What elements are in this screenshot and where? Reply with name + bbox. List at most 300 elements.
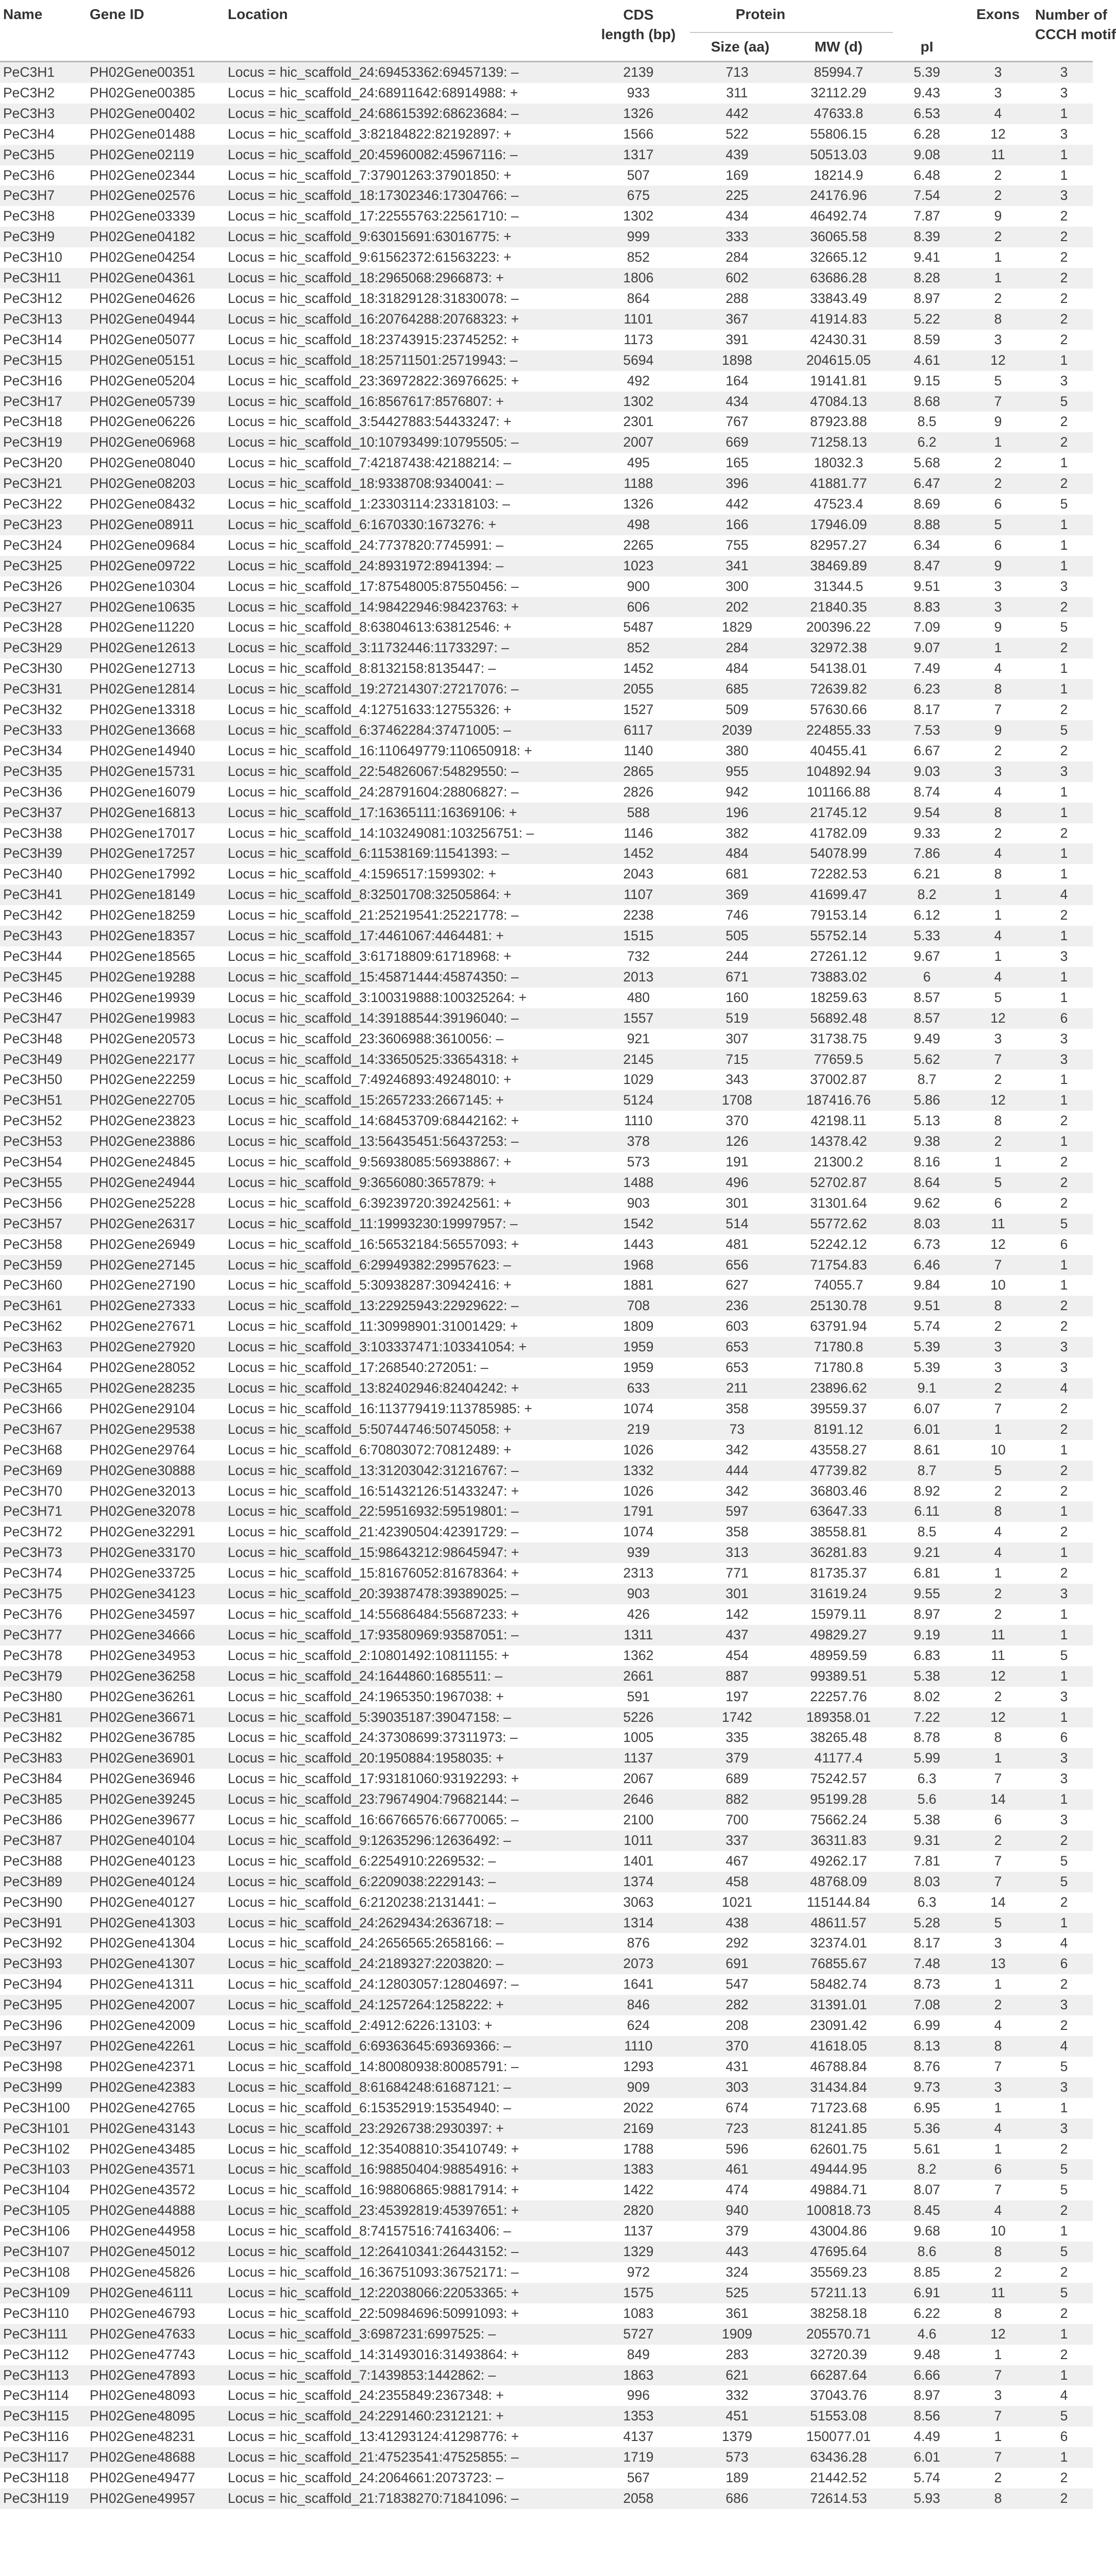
cell-size: 164 — [690, 371, 784, 392]
cell-size: 700 — [690, 1810, 784, 1831]
table-row — [0, 165, 1093, 186]
cell-gene-id: PH02Gene08040 — [90, 453, 228, 473]
cell-cds-length: 219 — [587, 1419, 690, 1440]
cell-pi: 5.33 — [893, 926, 961, 946]
cell-ccch-motif-count: 1 — [1035, 1501, 1093, 1522]
cell-pi: 9.48 — [893, 2345, 961, 2365]
cell-exons: 1 — [961, 1974, 1035, 1995]
cell-exons: 9 — [961, 206, 1035, 227]
cell-cds-length: 2013 — [587, 967, 690, 988]
cell-exons: 8 — [961, 864, 1035, 885]
cell-mw: 205570.71 — [784, 2324, 893, 2345]
cell-cds-length: 1074 — [587, 1522, 690, 1543]
cell-mw: 55806.15 — [784, 124, 893, 145]
table-row — [0, 2468, 1093, 2488]
cell-location: Locus = hic_scaffold_3:54427883:54433247: + — [228, 412, 587, 432]
cell-location: Locus = hic_scaffold_24:68615392:68623684: – — [228, 104, 587, 124]
cell-mw: 23896.62 — [784, 1378, 893, 1399]
cell-location: Locus = hic_scaffold_16:36751093:36752171: – — [228, 2262, 587, 2283]
cell-gene-id: PH02Gene29764 — [90, 1440, 228, 1461]
cell-exons: 3 — [961, 1933, 1035, 1954]
cell-gene-id: PH02Gene48095 — [90, 2406, 228, 2427]
cell-size: 1909 — [690, 2324, 784, 2345]
cell-gene-id: PH02Gene02576 — [90, 185, 228, 206]
cell-exons: 2 — [961, 1070, 1035, 1090]
cell-mw: 49884.71 — [784, 2180, 893, 2200]
cell-location: Locus = hic_scaffold_14:31493016:31493864: + — [228, 2345, 587, 2365]
cell-location: Locus = hic_scaffold_16:66766576:66770065: – — [228, 1810, 587, 1831]
cell-gene-id: PH02Gene40127 — [90, 1892, 228, 1913]
table-row — [0, 1378, 1093, 1399]
cell-cds-length: 2313 — [587, 1563, 690, 1584]
cell-location: Locus = hic_scaffold_10:10793499:10795505: – — [228, 432, 587, 453]
cell-cds-length: 3063 — [587, 1892, 690, 1913]
cell-pi: 5.62 — [893, 1049, 961, 1070]
cell-ccch-motif-count: 1 — [1035, 926, 1093, 946]
cell-ccch-motif-count: 1 — [1035, 2221, 1093, 2242]
cell-gene-id: PH02Gene28235 — [90, 1378, 228, 1399]
cell-gene-id: PH02Gene27145 — [90, 1255, 228, 1276]
cell-pi: 9.54 — [893, 803, 961, 823]
cell-location: Locus = hic_scaffold_17:93580969:93587051: – — [228, 1625, 587, 1646]
cell-name: PeC3H16 — [0, 371, 90, 392]
cell-name: PeC3H112 — [0, 2345, 90, 2365]
cell-pi: 8.92 — [893, 1481, 961, 1502]
cell-ccch-motif-count: 1 — [1035, 104, 1093, 124]
cell-ccch-motif-count: 1 — [1035, 1070, 1093, 1090]
header-protein — [690, 0, 893, 32]
cell-pi: 4.49 — [893, 2427, 961, 2447]
cell-exons: 7 — [961, 1872, 1035, 1892]
cell-size: 284 — [690, 247, 784, 268]
cell-pi: 8.83 — [893, 597, 961, 618]
cell-exons: 1 — [961, 946, 1035, 967]
cell-mw: 18032.3 — [784, 453, 893, 473]
cell-cds-length: 921 — [587, 1029, 690, 1049]
cell-gene-id: PH02Gene40123 — [90, 1851, 228, 1872]
cell-mw: 37002.87 — [784, 1070, 893, 1090]
cell-pi: 7.48 — [893, 1954, 961, 1974]
cell-gene-id: PH02Gene45826 — [90, 2262, 228, 2283]
cell-cds-length: 864 — [587, 289, 690, 309]
cell-gene-id: PH02Gene47633 — [90, 2324, 228, 2345]
cell-pi: 8.74 — [893, 782, 961, 803]
cell-pi: 8.2 — [893, 2159, 961, 2180]
cell-mw: 224855.33 — [784, 720, 893, 741]
cell-pi: 9.31 — [893, 1831, 961, 1851]
cell-mw: 75662.24 — [784, 1810, 893, 1831]
cell-gene-id: PH02Gene23886 — [90, 1131, 228, 1152]
cell-gene-id: PH02Gene24845 — [90, 1152, 228, 1173]
header-motif-line2: CCCH motif — [1035, 26, 1116, 42]
cell-cds-length: 378 — [587, 1131, 690, 1152]
table-row — [0, 1687, 1093, 1707]
cell-exons: 2 — [961, 2468, 1035, 2488]
cell-ccch-motif-count: 1 — [1035, 515, 1093, 535]
cell-exons: 9 — [961, 556, 1035, 577]
cell-location: Locus = hic_scaffold_19:27214307:27217076: – — [228, 679, 587, 700]
cell-location: Locus = hic_scaffold_24:7737820:7745991: – — [228, 535, 587, 556]
cell-name: PeC3H1 — [0, 62, 90, 83]
cell-size: 342 — [690, 1481, 784, 1502]
table-row — [0, 1419, 1093, 1440]
cell-mw: 48768.09 — [784, 1872, 893, 1892]
cell-location: Locus = hic_scaffold_24:2355849:2367348: + — [228, 2385, 587, 2406]
cell-cds-length: 675 — [587, 185, 690, 206]
cell-mw: 35569.23 — [784, 2262, 893, 2283]
cell-size: 166 — [690, 515, 784, 535]
cell-ccch-motif-count: 3 — [1035, 371, 1093, 392]
cell-size: 653 — [690, 1358, 784, 1378]
cell-exons: 11 — [961, 145, 1035, 165]
cell-pi: 8.68 — [893, 392, 961, 412]
cell-size: 686 — [690, 2488, 784, 2509]
cell-size: 443 — [690, 2242, 784, 2262]
cell-mw: 115144.84 — [784, 1892, 893, 1913]
cell-gene-id: PH02Gene13318 — [90, 700, 228, 720]
cell-gene-id: PH02Gene44958 — [90, 2221, 228, 2242]
cell-pi: 9.68 — [893, 2221, 961, 2242]
cell-location: Locus = hic_scaffold_7:49246893:49248010: + — [228, 1070, 587, 1090]
cell-pi: 8.57 — [893, 1008, 961, 1029]
cell-cds-length: 1863 — [587, 2365, 690, 2386]
cell-ccch-motif-count: 3 — [1035, 2119, 1093, 2139]
table-row — [0, 1789, 1093, 1810]
cell-pi: 8.2 — [893, 885, 961, 905]
cell-cds-length: 1302 — [587, 206, 690, 227]
cell-gene-id: PH02Gene09684 — [90, 535, 228, 556]
cell-location: Locus = hic_scaffold_16:113779419:113785985: + — [228, 1399, 587, 1419]
cell-size: 955 — [690, 761, 784, 782]
cell-location: Locus = hic_scaffold_8:32501708:32505864: + — [228, 885, 587, 905]
table-row — [0, 1727, 1093, 1748]
cell-size: 196 — [690, 803, 784, 823]
cell-name: PeC3H113 — [0, 2365, 90, 2386]
cell-name: PeC3H114 — [0, 2385, 90, 2406]
cell-size: 689 — [690, 1769, 784, 1789]
cell-pi: 6.2 — [893, 432, 961, 453]
cell-location: Locus = hic_scaffold_7:42187438:42188214: – — [228, 453, 587, 473]
cell-location: Locus = hic_scaffold_6:1670330:1673276: + — [228, 515, 587, 535]
cell-name: PeC3H95 — [0, 1995, 90, 2015]
cell-ccch-motif-count: 3 — [1035, 1584, 1093, 1604]
cell-gene-id: PH02Gene16079 — [90, 782, 228, 803]
cell-mw: 72614.53 — [784, 2488, 893, 2509]
cell-name: PeC3H51 — [0, 1090, 90, 1111]
cell-size: 202 — [690, 597, 784, 618]
cell-mw: 36803.46 — [784, 1481, 893, 1502]
cell-ccch-motif-count: 5 — [1035, 1214, 1093, 1234]
cell-name: PeC3H80 — [0, 1687, 90, 1707]
cell-location: Locus = hic_scaffold_2:4912:6226:13103: + — [228, 2015, 587, 2036]
cell-location: Locus = hic_scaffold_22:50984696:50991093: + — [228, 2303, 587, 2324]
cell-location: Locus = hic_scaffold_14:55686484:55687233: + — [228, 1604, 587, 1625]
cell-size: 126 — [690, 1131, 784, 1152]
cell-exons: 1 — [961, 1419, 1035, 1440]
cell-size: 379 — [690, 2221, 784, 2242]
cell-pi: 8.17 — [893, 1933, 961, 1954]
cell-size: 283 — [690, 2345, 784, 2365]
cell-name: PeC3H61 — [0, 1296, 90, 1316]
cell-mw: 21300.2 — [784, 1152, 893, 1173]
cell-exons: 8 — [961, 1727, 1035, 1748]
cell-cds-length: 1329 — [587, 2242, 690, 2262]
cell-ccch-motif-count: 3 — [1035, 1358, 1093, 1378]
cell-mw: 48611.57 — [784, 1913, 893, 1934]
cell-mw: 15979.11 — [784, 1604, 893, 1625]
cell-size: 1829 — [690, 617, 784, 638]
cell-name: PeC3H41 — [0, 885, 90, 905]
cell-location: Locus = hic_scaffold_11:30998901:31001429: + — [228, 1316, 587, 1337]
cell-gene-id: PH02Gene09722 — [90, 556, 228, 577]
cell-name: PeC3H100 — [0, 2098, 90, 2119]
cell-exons: 6 — [961, 1810, 1035, 1831]
cell-cds-length: 2055 — [587, 679, 690, 700]
cell-exons: 2 — [961, 165, 1035, 186]
cell-mw: 87923.88 — [784, 412, 893, 432]
cell-name: PeC3H71 — [0, 1501, 90, 1522]
cell-exons: 4 — [961, 1522, 1035, 1543]
cell-location: Locus = hic_scaffold_9:61562372:61563223: + — [228, 247, 587, 268]
cell-pi: 8.13 — [893, 2036, 961, 2057]
cell-pi: 8.7 — [893, 1461, 961, 1481]
table-row — [0, 2345, 1093, 2365]
cell-gene-id: PH02Gene36671 — [90, 1707, 228, 1728]
cell-location: Locus = hic_scaffold_14:103249081:103256751: – — [228, 823, 587, 844]
cell-pi: 6.11 — [893, 1501, 961, 1522]
cell-ccch-motif-count: 2 — [1035, 1974, 1093, 1995]
cell-name: PeC3H7 — [0, 185, 90, 206]
cell-location: Locus = hic_scaffold_16:110649779:110650918: + — [228, 741, 587, 761]
cell-pi: 7.86 — [893, 843, 961, 864]
cell-size: 225 — [690, 185, 784, 206]
cell-mw: 41914.83 — [784, 309, 893, 330]
cell-pi: 5.6 — [893, 1789, 961, 1810]
cell-name: PeC3H26 — [0, 577, 90, 597]
cell-location: Locus = hic_scaffold_17:4461067:4464481: + — [228, 926, 587, 946]
table-row — [0, 1296, 1093, 1316]
cell-exons: 8 — [961, 2242, 1035, 2262]
cell-pi: 5.93 — [893, 2488, 961, 2509]
cell-exons: 3 — [961, 62, 1035, 83]
table-row — [0, 2015, 1093, 2036]
cell-gene-id: PH02Gene00385 — [90, 83, 228, 104]
cell-ccch-motif-count: 2 — [1035, 1399, 1093, 1419]
cell-name: PeC3H54 — [0, 1152, 90, 1173]
cell-gene-id: PH02Gene05077 — [90, 330, 228, 350]
cell-exons: 2 — [961, 289, 1035, 309]
cell-location: Locus = hic_scaffold_17:87548005:87550456: – — [228, 577, 587, 597]
cell-exons: 1 — [961, 247, 1035, 268]
cell-cds-length: 972 — [587, 2262, 690, 2283]
cell-mw: 41618.05 — [784, 2036, 893, 2057]
cell-gene-id: PH02Gene17017 — [90, 823, 228, 844]
cell-mw: 81735.37 — [784, 1563, 893, 1584]
cell-exons: 4 — [961, 658, 1035, 679]
cell-ccch-motif-count: 2 — [1035, 2303, 1093, 2324]
table-row — [0, 1049, 1093, 1070]
cell-ccch-motif-count: 5 — [1035, 2057, 1093, 2077]
cell-name: PeC3H36 — [0, 782, 90, 803]
cell-location: Locus = hic_scaffold_16:98850404:98854916: + — [228, 2159, 587, 2180]
cell-name: PeC3H88 — [0, 1851, 90, 1872]
cell-mw: 18259.63 — [784, 988, 893, 1008]
cell-name: PeC3H76 — [0, 1604, 90, 1625]
cell-ccch-motif-count: 2 — [1035, 2345, 1093, 2365]
cell-ccch-motif-count: 5 — [1035, 720, 1093, 741]
table-row — [0, 638, 1093, 658]
cell-gene-id: PH02Gene05204 — [90, 371, 228, 392]
cell-exons: 6 — [961, 1193, 1035, 1214]
cell-exons: 3 — [961, 2077, 1035, 2098]
cell-exons: 10 — [961, 1440, 1035, 1461]
cell-cds-length: 588 — [587, 803, 690, 823]
cell-location: Locus = hic_scaffold_22:54826067:54829550: – — [228, 761, 587, 782]
table-row — [0, 1316, 1093, 1337]
cell-ccch-motif-count: 2 — [1035, 309, 1093, 330]
table-row — [0, 679, 1093, 700]
cell-name: PeC3H43 — [0, 926, 90, 946]
cell-mw: 42198.11 — [784, 1111, 893, 1131]
table-row — [0, 1501, 1093, 1522]
cell-ccch-motif-count: 2 — [1035, 741, 1093, 761]
cell-gene-id: PH02Gene43143 — [90, 2119, 228, 2139]
table-row — [0, 2057, 1093, 2077]
cell-pi: 7.22 — [893, 1707, 961, 1728]
cell-location: Locus = hic_scaffold_3:103337471:103341054: + — [228, 1337, 587, 1358]
cell-gene-id: PH02Gene27333 — [90, 1296, 228, 1316]
cell-mw: 25130.78 — [784, 1296, 893, 1316]
table-row — [0, 1173, 1093, 1193]
cell-gene-id: PH02Gene32291 — [90, 1522, 228, 1543]
cell-name: PeC3H101 — [0, 2119, 90, 2139]
cell-size: 1379 — [690, 2427, 784, 2447]
cell-mw: 8191.12 — [784, 1419, 893, 1440]
table-row — [0, 658, 1093, 679]
cell-pi: 8.97 — [893, 2385, 961, 2406]
cell-gene-id: PH02Gene02344 — [90, 165, 228, 186]
cell-size: 434 — [690, 392, 784, 412]
cell-size: 284 — [690, 638, 784, 658]
cell-location: Locus = hic_scaffold_6:2209038:2229143: – — [228, 1872, 587, 1892]
cell-exons: 8 — [961, 1111, 1035, 1131]
cell-gene-id: PH02Gene27190 — [90, 1275, 228, 1296]
cell-name: PeC3H55 — [0, 1173, 90, 1193]
cell-location: Locus = hic_scaffold_15:81676052:81678364: + — [228, 1563, 587, 1584]
cell-cds-length: 1107 — [587, 885, 690, 905]
cell-mw: 62601.75 — [784, 2139, 893, 2160]
cell-cds-length: 1317 — [587, 145, 690, 165]
cell-gene-id: PH02Gene18565 — [90, 946, 228, 967]
cell-size: 358 — [690, 1399, 784, 1419]
cell-pi: 9.43 — [893, 83, 961, 104]
cell-gene-id: PH02Gene18357 — [90, 926, 228, 946]
table-row — [0, 905, 1093, 926]
cell-mw: 41782.09 — [784, 823, 893, 844]
cell-gene-id: PH02Gene44888 — [90, 2200, 228, 2221]
cell-name: PeC3H92 — [0, 1933, 90, 1954]
cell-pi: 9.51 — [893, 577, 961, 597]
cell-mw: 18214.9 — [784, 165, 893, 186]
cell-ccch-motif-count: 1 — [1035, 1666, 1093, 1687]
cell-name: PeC3H64 — [0, 1358, 90, 1378]
cell-size: 454 — [690, 1646, 784, 1666]
cell-size: 313 — [690, 1543, 784, 1563]
cell-cds-length: 5487 — [587, 617, 690, 638]
cell-exons: 6 — [961, 535, 1035, 556]
cell-mw: 27261.12 — [784, 946, 893, 967]
cell-pi: 7.53 — [893, 720, 961, 741]
cell-name: PeC3H89 — [0, 1872, 90, 1892]
cell-size: 236 — [690, 1296, 784, 1316]
table-row — [0, 309, 1093, 330]
header-exons: Exons — [976, 6, 1020, 22]
cell-pi: 8.03 — [893, 1872, 961, 1892]
cell-exons: 8 — [961, 803, 1035, 823]
table-row — [0, 432, 1093, 453]
cell-location: Locus = hic_scaffold_13:31203042:31216767: – — [228, 1461, 587, 1481]
cell-name: PeC3H19 — [0, 432, 90, 453]
cell-size: 335 — [690, 1727, 784, 1748]
cell-pi: 6.01 — [893, 1419, 961, 1440]
cell-name: PeC3H48 — [0, 1029, 90, 1049]
cell-mw: 47739.82 — [784, 1461, 893, 1481]
cell-ccch-motif-count: 2 — [1035, 473, 1093, 494]
cell-cds-length: 2265 — [587, 535, 690, 556]
table-row — [0, 1461, 1093, 1481]
cell-mw: 31434.84 — [784, 2077, 893, 2098]
cell-exons: 4 — [961, 1543, 1035, 1563]
cell-size: 767 — [690, 412, 784, 432]
cell-ccch-motif-count: 3 — [1035, 1049, 1093, 1070]
cell-location: Locus = hic_scaffold_21:47523541:47525855: – — [228, 2447, 587, 2468]
cell-name: PeC3H117 — [0, 2447, 90, 2468]
cell-cds-length: 1353 — [587, 2406, 690, 2427]
cell-name: PeC3H99 — [0, 2077, 90, 2098]
table-row — [0, 803, 1093, 823]
cell-cds-length: 1293 — [587, 2057, 690, 2077]
header-exons-spacer — [961, 32, 1035, 62]
cell-name: PeC3H81 — [0, 1707, 90, 1728]
cell-ccch-motif-count: 2 — [1035, 412, 1093, 432]
cell-name: PeC3H63 — [0, 1337, 90, 1358]
cell-cds-length: 1968 — [587, 1255, 690, 1276]
cell-pi: 6.67 — [893, 741, 961, 761]
cell-size: 361 — [690, 2303, 784, 2324]
cell-size: 458 — [690, 1872, 784, 1892]
cell-size: 324 — [690, 2262, 784, 2283]
cell-pi: 6.91 — [893, 2283, 961, 2303]
cell-location: Locus = hic_scaffold_16:56532184:56557093: + — [228, 1234, 587, 1255]
cell-ccch-motif-count: 5 — [1035, 1851, 1093, 1872]
cell-pi: 5.86 — [893, 1090, 961, 1111]
cell-mw: 76855.67 — [784, 1954, 893, 1974]
cell-cds-length: 1137 — [587, 1748, 690, 1769]
cell-ccch-motif-count: 3 — [1035, 62, 1093, 83]
cell-mw: 99389.51 — [784, 1666, 893, 1687]
cell-pi: 8.97 — [893, 1604, 961, 1625]
table-row — [0, 1008, 1093, 1029]
table-row — [0, 371, 1093, 392]
cell-exons: 3 — [961, 1337, 1035, 1358]
cell-pi: 9.62 — [893, 1193, 961, 1214]
cell-gene-id: PH02Gene49477 — [90, 2468, 228, 2488]
cell-cds-length: 480 — [587, 988, 690, 1008]
cell-name: PeC3H11 — [0, 268, 90, 289]
cell-location: Locus = hic_scaffold_17:22555763:22561710: – — [228, 206, 587, 227]
cell-size: 165 — [690, 453, 784, 473]
table-row — [0, 1769, 1093, 1789]
